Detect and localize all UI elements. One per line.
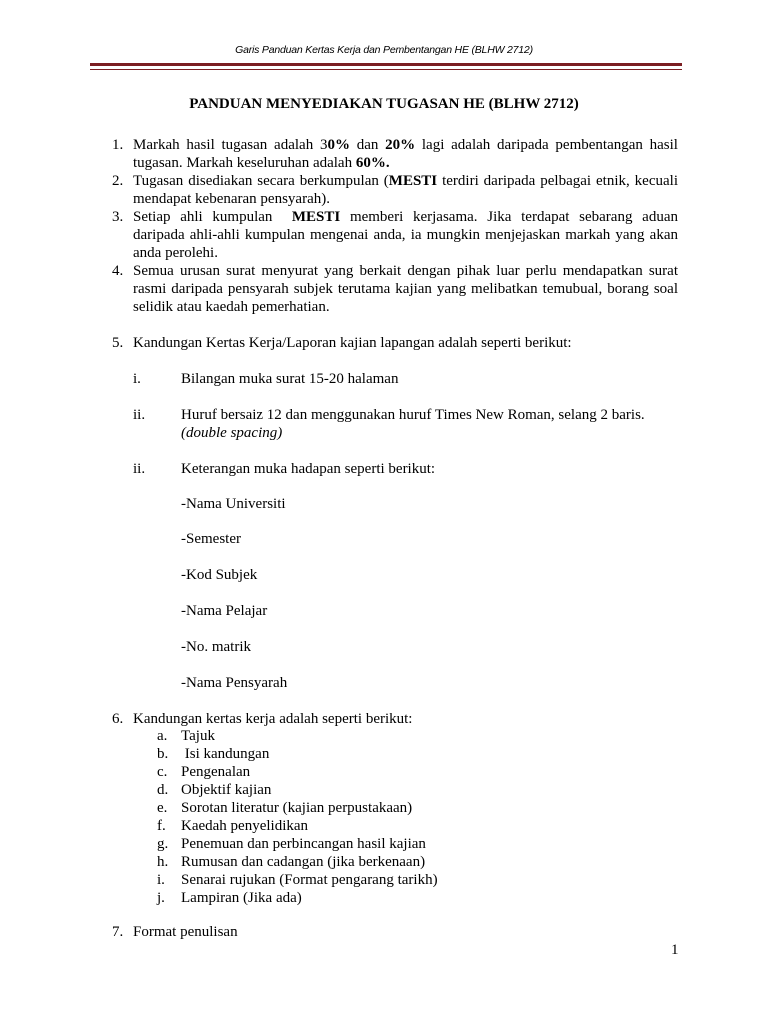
item-1-line-1 [133,136,678,154]
list-item-letter: f. [157,818,166,834]
list-item: Isi kandungan [181,746,270,762]
list-item: Tajuk [181,728,215,744]
item-3-line-3: anda perolehi. [133,245,218,261]
item-5-sub-1-text: Bilangan muka surat 15-20 halaman [181,371,399,387]
list-item: Objektif kajian [181,782,272,798]
list-item-letter: b. [157,746,169,762]
item-7-number: 7. [112,924,124,940]
header-rule-thin [90,69,682,70]
running-header: Garis Panduan Kertas Kerja dan Pembentangan HE (BLHW 2712) [235,44,533,56]
item-7-text: Format penulisan [133,924,238,940]
cover-item: -Nama Pensyarah [181,675,288,691]
item-4-line-3: selidik atau kaedah pemerhatian. [133,299,330,315]
cover-item: -Nama Universiti [181,496,286,512]
list-item-letter: e. [157,800,168,816]
list-item: Rumusan dan cadangan (jika berkenaan) [181,854,426,870]
item-2-mesti: MESTI [388,173,438,189]
item-3-text-c: memberi kerjasama. Jika terdapat sebarang aduan [340,209,678,225]
item-4-number: 4. [112,263,124,279]
list-item-letter: d. [157,782,169,798]
item-2-line-2: mendapat kebenaran pensyarah). [133,191,330,207]
list-item-letter: g. [157,836,169,852]
list-item: Kaedah penyelidikan [181,818,309,834]
list-item: Lampiran (Jika ada) [181,890,302,906]
item-5-number: 5. [112,335,124,351]
list-item-letter: h. [157,854,169,870]
item-6-number: 6. [112,711,124,727]
item-5-sub-3-number: ii. [133,461,146,477]
item-2-number: 2. [112,173,124,189]
item-1-percent-20: 20% [385,137,416,153]
item-2-text-c: terdiri daripada pelbagai etnik, kecuali [437,173,678,189]
item-5-sub-2-text: Huruf bersaiz 12 dan menggunakan huruf Times New Roman, selang 2 baris. [181,407,645,423]
cover-item: -Kod Subjek [181,567,258,583]
list-item: Sorotan literatur (kajian perpustakaan) [181,800,413,816]
page-number: 1 [671,942,679,958]
item-3-line-1 [133,208,678,226]
item-3-number: 3. [112,209,124,225]
list-item: Penemuan dan perbincangan hasil kajian [181,836,426,852]
cover-item: -No. matrik [181,639,251,655]
item-2-text-a: Tugasan disediakan secara berkumpulan ( [133,173,389,189]
item-6-text: Kandungan kertas kerja adalah seperti berikut: [133,711,413,727]
list-item: Pengenalan [181,764,251,780]
item-5-sub-2-number: ii. [133,407,146,423]
item-1-text-c: dan [349,137,386,153]
item-1-text-e: lagi adalah daripada pembentangan hasil [415,137,678,153]
item-3-line-2: daripada ahli-ahli kumpulan mengenai anda, ia mungkin menjejaskan markah yang akan [133,227,678,243]
item-4-line-2: rasmi daripada pensyarah subjek terutama kajian yang melibatkan temubual, borang soal [133,281,678,297]
list-item-letter: i. [157,872,165,888]
cover-item: -Nama Pelajar [181,603,268,619]
item-1-text-a: Markah hasil tugasan adalah 3 [133,137,328,153]
list-item-letter: a. [157,728,168,744]
cover-item: -Semester [181,531,241,547]
item-1-percent-60: 60%. [355,155,390,171]
item-1-number: 1. [112,137,124,153]
item-2-line-1 [133,172,678,190]
list-item: Senarai rujukan (Format pengarang tarikh) [181,872,438,888]
item-1-percent-30: 0% [327,137,350,153]
item-1-line-2 [133,154,390,172]
item-5-sub-1-number: i. [133,371,141,387]
item-5-text: Kandungan Kertas Kerja/Laporan kajian lapangan adalah seperti berikut: [133,335,572,351]
item-3-mesti: MESTI [291,209,341,225]
item-1-text-f: tugasan. Markah keseluruhan adalah [133,155,356,171]
item-5-sub-3-text: Keterangan muka hadapan seperti berikut: [181,461,436,477]
item-5-sub-2-note: (double spacing) [181,425,283,441]
list-item-letter: c. [157,764,168,780]
list-item-letter: j. [157,890,165,906]
header-rule-thick [90,63,682,66]
item-4-line-1: Semua urusan surat menyurat yang berkait dengan pihak luar perlu mendapatkan surat [133,263,678,279]
item-3-text-a: Setiap ahli kumpulan [133,209,292,225]
document-title: PANDUAN MENYEDIAKAN TUGASAN HE (BLHW 2712) [189,96,579,112]
